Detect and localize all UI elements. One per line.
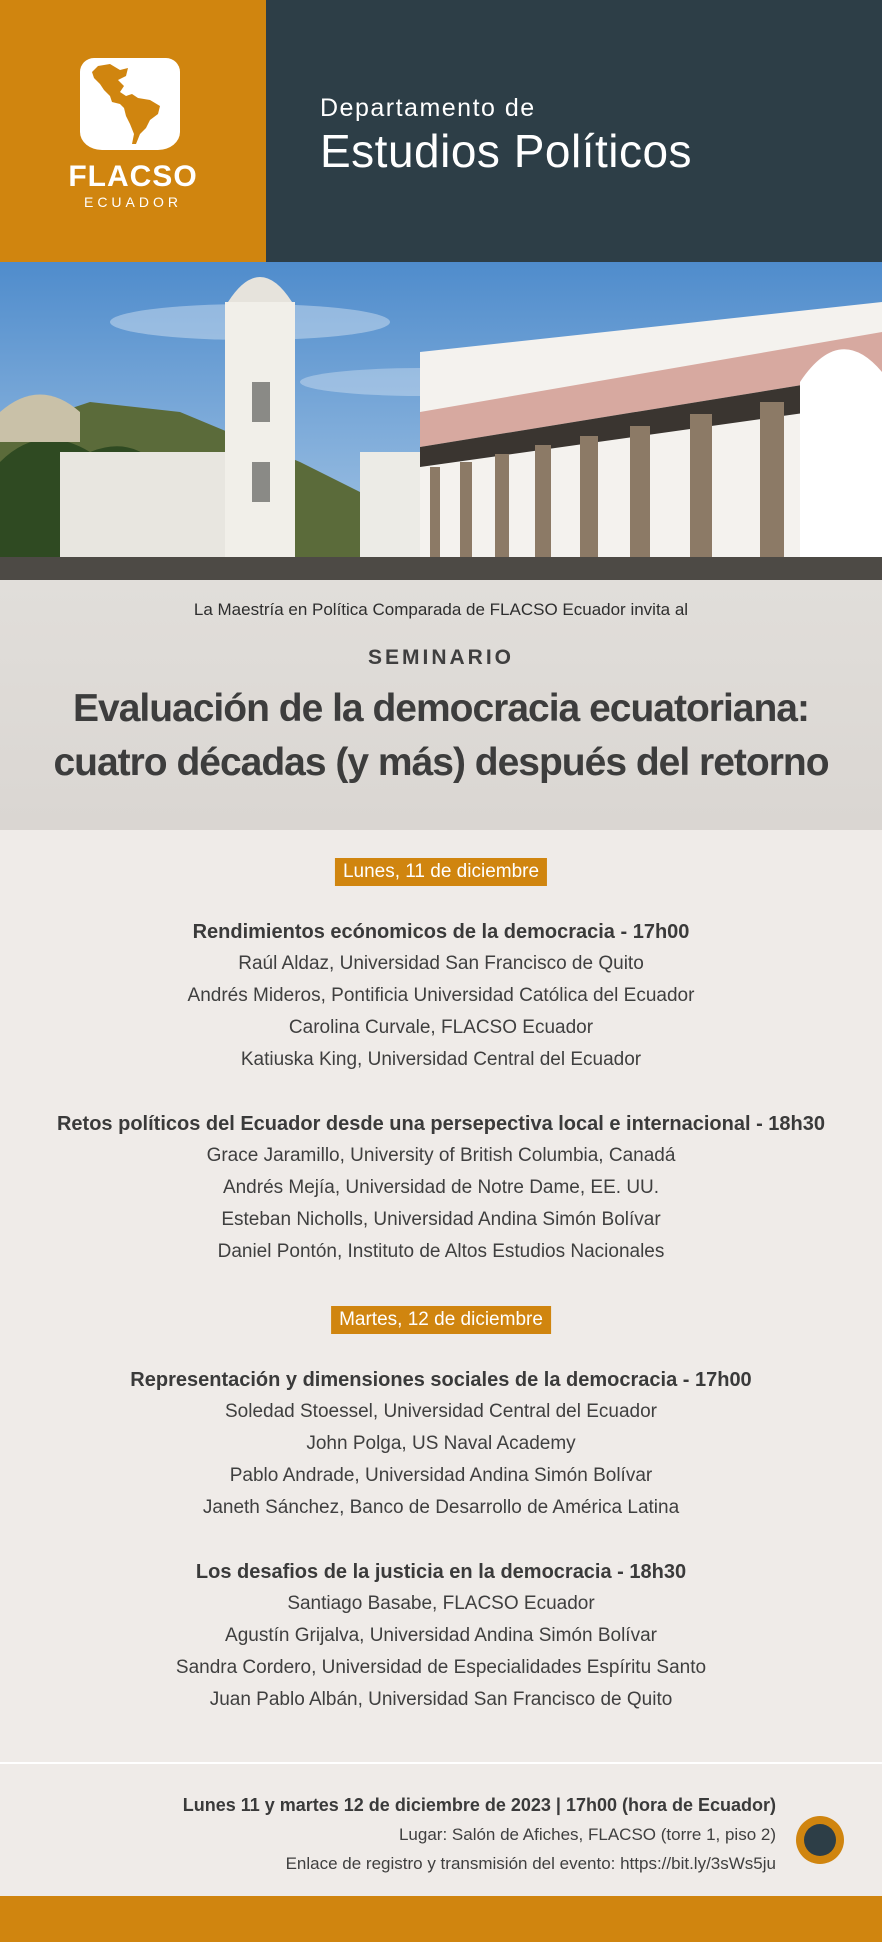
event-dates: Lunes 11 y martes 12 de diciembre de 2023 | 17h00 (hora de Ecuador): [182, 1795, 776, 1815]
registration-link[interactable]: Enlace de registro y transmisión del evento: https://bit.ly/3sWs5ju: [285, 1854, 776, 1873]
quito-plaza-photo: [0, 262, 882, 580]
speaker: Santiago Basabe, FLACSO Ecuador: [287, 1593, 595, 1614]
speaker: Grace Jaramillo, University of British Columbia, Canadá: [206, 1145, 676, 1166]
circle-dot-icon: [796, 1816, 844, 1864]
department-subtitle: Departamento de: [320, 94, 536, 122]
day-badge-monday: Lunes, 11 de diciembre: [335, 858, 547, 886]
event-venue: Lugar: Salón de Afiches, FLACSO (torre 1, piso 2): [398, 1825, 776, 1844]
session-title: Representación y dimensiones sociales de la democracia - 17h00: [130, 1369, 752, 1391]
invitation-text: La Maestría en Política Comparada de FLACSO Ecuador invita al: [193, 600, 689, 619]
speaker: Katiuska King, Universidad Central del Ecuador: [240, 1049, 642, 1070]
session: [0, 1364, 882, 1524]
speaker: Sandra Cordero, Universidad de Especialidades Espíritu Santo: [175, 1657, 707, 1678]
session-title: Rendimientos ecónomicos de la democracia - 17h00: [192, 921, 690, 943]
speaker: Agustín Grijalva, Universidad Andina Simón Bolívar: [225, 1625, 657, 1646]
event-type: SEMINARIO: [367, 646, 514, 669]
day-badge-tuesday: Martes, 12 de diciembre: [331, 1306, 551, 1334]
logo-name: FLACSO: [68, 160, 198, 193]
event-title-line-2: cuatro décadas (y más) después del retorno: [53, 741, 829, 784]
footer-bar: [0, 1896, 882, 1942]
divider: [0, 1762, 882, 1764]
speaker: Esteban Nicholls, Universidad Andina Simón Bolívar: [221, 1209, 661, 1230]
speaker: Soledad Stoessel, Universidad Central del Ecuador: [225, 1401, 657, 1422]
speaker: Juan Pablo Albán, Universidad San Francisco de Quito: [209, 1689, 673, 1710]
session: [0, 1108, 882, 1268]
event-title-line-1: Evaluación de la democracia ecuatoriana:: [73, 687, 809, 730]
speaker: Raúl Aldaz, Universidad San Francisco de Quito: [238, 953, 644, 974]
americas-map-icon: [80, 58, 180, 150]
speaker: Janeth Sánchez, Banco de Desarrollo de América Latina: [202, 1497, 680, 1518]
header: [0, 0, 882, 262]
speaker: Carolina Curvale, FLACSO Ecuador: [288, 1017, 594, 1038]
department-banner: [266, 0, 882, 262]
intro-section: [0, 580, 882, 830]
speaker: Andrés Mideros, Pontificia Universidad Católica del Ecuador: [187, 985, 695, 1006]
event-title: [0, 682, 882, 790]
speaker: Andrés Mejía, Universidad de Notre Dame, EE. UU.: [222, 1177, 660, 1198]
logo-country: ECUADOR: [83, 194, 182, 210]
program: [0, 830, 882, 1760]
session: [0, 1556, 882, 1716]
department-title: Estudios Políticos: [320, 125, 693, 177]
flacso-logo: [0, 0, 266, 262]
session-title: Los desafios de la justicia en la democracia - 18h30: [195, 1561, 687, 1583]
speaker: Pablo Andrade, Universidad Andina Simón Bolívar: [229, 1465, 653, 1486]
session: [0, 916, 882, 1076]
session-title: Retos políticos del Ecuador desde una persepectiva local e internacional - 18h30: [56, 1113, 826, 1135]
event-details: [183, 1790, 776, 1878]
speaker: John Polga, US Naval Academy: [306, 1433, 576, 1454]
speaker: Daniel Pontón, Instituto de Altos Estudios Nacionales: [217, 1241, 665, 1262]
